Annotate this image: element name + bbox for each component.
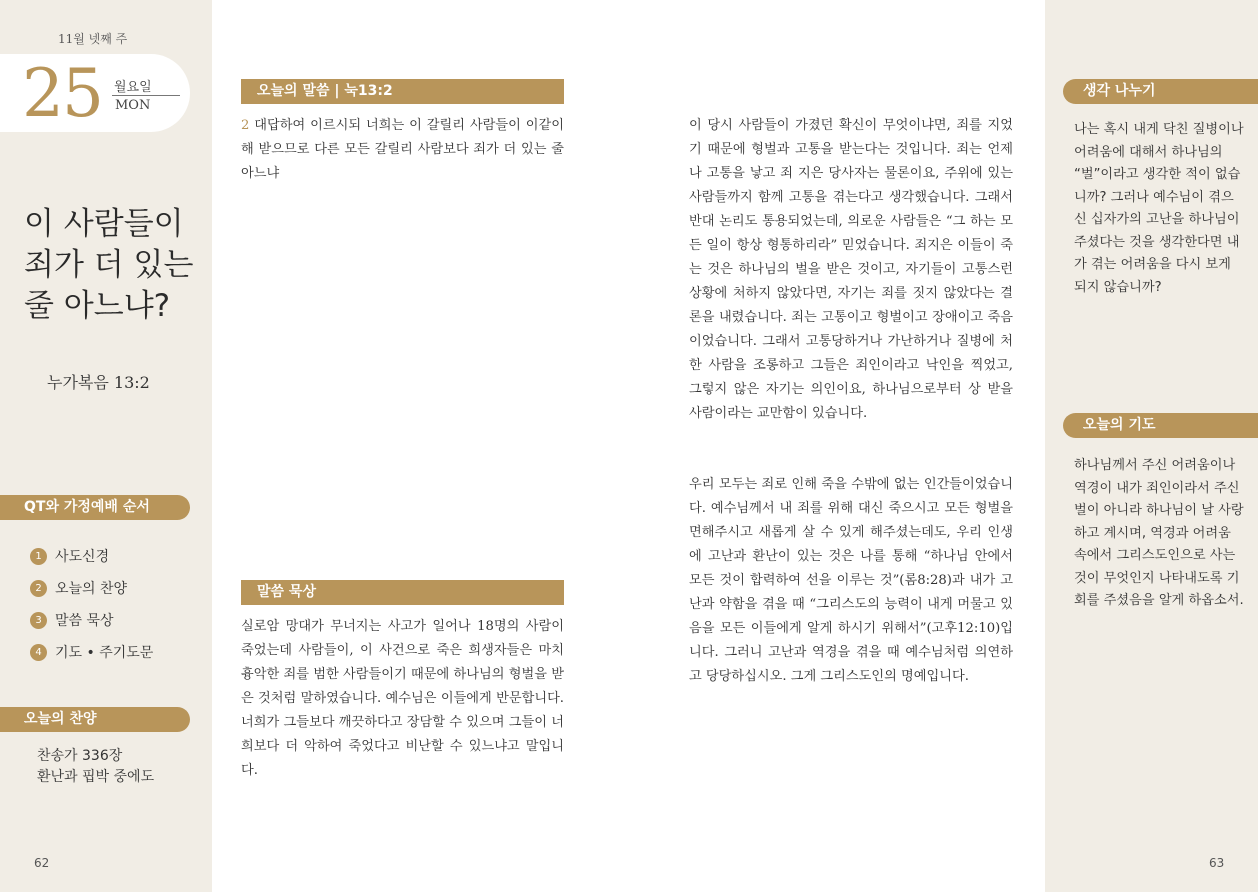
day-number: 25 [22, 55, 102, 132]
week-label: 11월 넷째 주 [58, 32, 128, 46]
weekday-korean: 월요일 [114, 80, 152, 95]
number-badge: 4 [30, 644, 47, 661]
sharing-text: 나는 혹시 내게 닥친 질병이나 어려움에 대해서 하나님의 “벌”이라고 생각한 적이 없습니까? 그러나 예수님이 겪으신 십자가의 고난을 하나님이 주셨다는 것을 생각한다면 내가 겪는 어려움을 다시 보게 되지 않습니까? [1074, 122, 1244, 295]
meditation-paragraph-3: 우리 모두는 죄로 인해 죽을 수밖에 없는 인간들이었습니다. 예수님께서 내 죄를 위해 대신 죽으시고 모든 형벌을 면해주시고 새롭게 살 수 있게 해주셨는데도, 우리 인생에 고난과 환난이 있는 것은 나를 통해 “하나님 안에서 모든 것이 합력하여 선을 이루는 것”(롬8:28)과 내가 고난과 약함을 겪을 때 “그리스도의 능력이 내게 머물고 있음을 모든 이들에게 알게 하시기 위해서”(고후12:10)입니다. 그러니 고난과 역경을 겪을 때 예수님처럼 의연하고 당당하십시오. 그게 그리스도인의 명예입니다. [689, 477, 1013, 684]
list-item [30, 540, 153, 572]
weekday-english: MON [115, 98, 151, 113]
scripture-reference: 누가복음 13:2 [47, 373, 150, 392]
todays-word-header: 오늘의 말씀 | 눅13:2 [241, 79, 564, 104]
hymn-number: 찬송가 336장 [37, 748, 123, 764]
hymn-header: 오늘의 찬양 [0, 707, 190, 732]
number-badge: 3 [30, 612, 47, 629]
list-item-label: 말씀 묵상 [55, 613, 114, 629]
meditation-paragraph-1: 실로암 망대가 무너지는 사고가 일어나 18명의 사람이 죽었는데 사람들이, 이 사건으로 죽은 희생자들은 마치 흉악한 죄를 범한 사람들이기 때문에 하나님의 형벌을 받은 것처럼 말하였습니다. 예수님은 이들에게 반문합니다. 너희가 그들보다 깨끗하다고 장담할 수 있으며 그들이 너희보다 더 악하여 죽었다고 비난할 수 있느냐고 말입니다. [241, 619, 564, 778]
page-number-right: 63 [1209, 856, 1225, 870]
meditation-header: 말씀 묵상 [241, 580, 564, 605]
meditation-paragraph-2: 이 당시 사람들이 가졌던 확신이 무엇이냐면, 죄를 지었기 때문에 형벌과 고통을 받는다는 것입니다. 죄는 언제나 고통을 낳고 죄 지은 당사자는 물론이요, 주위에 있는 사람들까지 함께 고통을 겪는다고 생각했습니다. 그래서 반대 논리도 통용되었는데, 의로운 사람들은 “그 하는 모든 일이 항상 형통하리라” 믿었습니다. 죄지은 이들이 죽는 것은 하나님의 벌을 받은 것이고, 자기들이 고통스런 상황에 처하지 않았다면, 자기는 죄를 짓지 않았다는 결론을 내렸습니다. 죄는 고통이고 형벌이고 장애이고 죽음이었습니다. 그래서 고통당하거나 가난하거나 질병에 처한 사람을 조롱하고 그들은 죄인이라고 낙인을 찍었고, 그렇지 않은 자기는 의인이요, 하나님으로부터 상 받을 사람이라는 교만함이 있습니다. [689, 118, 1013, 421]
verse-number: 2 [241, 118, 250, 133]
list-item-label: 오늘의 찬양 [55, 581, 128, 597]
weekday-divider [112, 95, 180, 96]
verse-body: 대답하여 이르시되 너희는 이 갈릴리 사람들이 이같이 해 받으므로 다른 모든 갈릴리 사람보다 죄가 더 있는 줄 아느냐 [241, 118, 564, 181]
list-item [30, 636, 153, 668]
sharing-header: 생각 나누기 [1063, 79, 1258, 104]
worship-order-list [30, 540, 153, 668]
prayer-text: 하나님께서 주신 어려움이나 역경이 내가 죄인이라서 주신 벌이 아니라 하나님이 날 사랑하고 계시며, 역경과 어려움 속에서 그리스도인으로 사는 것이 무엇인지 나타내도록 기회를 주셨음을 알게 하옵소서. [1074, 458, 1244, 608]
list-item-label: 사도신경 [55, 549, 110, 565]
list-item-label: 기도 • 주기도문 [55, 645, 154, 661]
verse-text [241, 114, 564, 186]
number-badge: 1 [30, 548, 47, 565]
page-number-left: 62 [34, 856, 50, 870]
title-line: 줄 아느냐? [24, 288, 171, 324]
list-item [30, 572, 153, 604]
hymn-title: 환난과 핍박 중에도 [37, 769, 155, 785]
order-header: QT와 가정예배 순서 [0, 495, 190, 520]
title-line: 죄가 더 있는 [24, 247, 194, 283]
number-badge: 2 [30, 580, 47, 597]
title-line: 이 사람들이 [24, 206, 184, 242]
prayer-header: 오늘의 기도 [1063, 413, 1258, 438]
left-sidebar [0, 0, 212, 892]
list-item [30, 604, 153, 636]
page-title [24, 204, 204, 327]
